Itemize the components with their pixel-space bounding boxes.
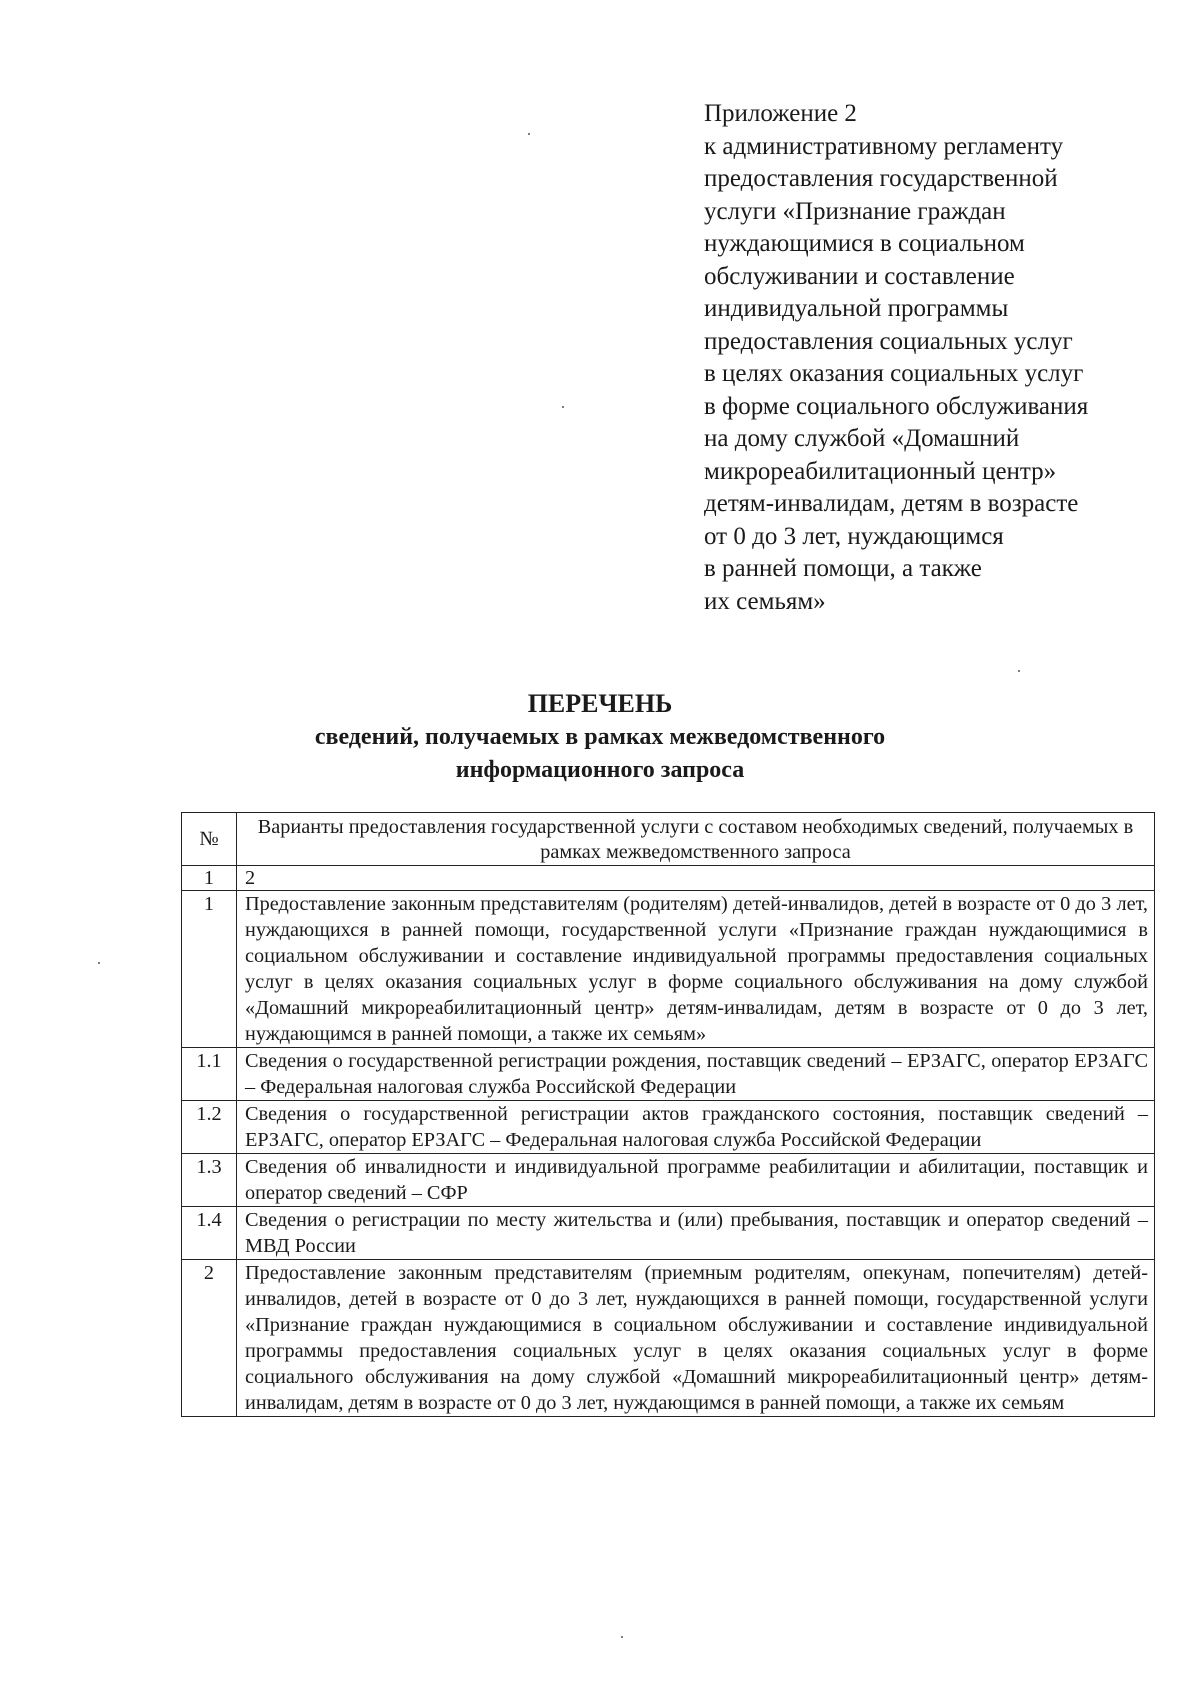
scan-speck [98, 962, 100, 964]
row-number: 1.2 [182, 1101, 237, 1154]
scan-speck [562, 406, 564, 408]
scan-speck [528, 133, 530, 135]
row-text: Сведения о государственной регистрации актов гражданского состояния, поставщик сведений – ЕРЗАГС, оператор ЕРЗАГС – Федеральная налоговая служба Российской Федерации [237, 1101, 1155, 1154]
document-subtitle: информационного запроса [455, 757, 745, 783]
table-row [182, 1048, 1155, 1101]
appendix-line: индивидуальной программы [704, 295, 1009, 322]
scan-speck [621, 1636, 623, 1638]
column-index: 1 [182, 866, 237, 891]
table-row [182, 1154, 1155, 1207]
document-subtitle: сведений, получаемых в рамках межведомственного [314, 724, 886, 750]
information-list-table [181, 812, 1155, 1417]
document-heading [0, 687, 1200, 787]
row-text: Сведения об инвалидности и индивидуальной программе реабилитации и абилитации, поставщик и оператор сведений – СФР [237, 1154, 1155, 1207]
table-header-row [182, 813, 1155, 866]
row-number: 1.4 [182, 1207, 237, 1260]
appendix-line: в форме социального обслуживания [704, 392, 1089, 420]
table-row [182, 1207, 1155, 1260]
scan-speck [1018, 670, 1020, 672]
table-row [182, 1260, 1155, 1417]
table-row [182, 1101, 1155, 1154]
appendix-note [704, 98, 1174, 618]
row-text: Предоставление законным представителям (родителям) детей-инвалидов, детей в возрасте от 0 до 3 лет, нуждающихся в ранней помощи, государственной услуги «Признание граждан нуждающимися в социальном обслуживании и составление индивидуальной программы предоставления социальных услуг в целях оказания социальных услуг в форме социального обслуживания на дому службой «Домашний микрореабилитационный центр» детям-инвалидам, детям в возрасте от 0 до 3 лет, нуждающимся в ранней помощи, а также их семьям» [237, 891, 1155, 1048]
column-index: 2 [237, 866, 1155, 891]
row-number: 1.1 [182, 1048, 237, 1101]
row-number: 1 [182, 891, 237, 1048]
table-row [182, 891, 1155, 1048]
appendix-line: в целях оказания социальных услуг [704, 360, 1084, 387]
appendix-line: услуги «Признание граждан [704, 197, 1006, 225]
header-variants: Варианты предоставления государственной услуги с составом необходимых сведений, получаемых в рамках межведомственного запроса [237, 813, 1155, 866]
appendix-line: микрореабилитационный центр» [704, 457, 1057, 485]
appendix-line: обслуживании и составление [704, 262, 1015, 290]
appendix-line: Приложение 2 [704, 100, 857, 127]
appendix-line: детям-инвалидам, детям в возрасте [704, 490, 1079, 517]
header-number: № [182, 813, 237, 866]
appendix-line: их семьям» [704, 587, 826, 615]
row-text: Предоставление законным представителям (приемным родителям, опекунам, попечителям) детей-инвалидов, детей в возрасте от 0 до 3 лет, нуждающихся в ранней помощи, государственной услуги «Признание граждан нуждающимися в социальном обслуживании и составление индивидуальной программы предоставления социальных услуг в целях оказания социальных услуг в форме социального обслуживания на дому службой «Домашний микрореабилитационный центр» детям-инвалидам, детям в возрасте от 0 до 3 лет, нуждающимся в ранней помощи, а также их семьям [237, 1260, 1155, 1417]
appendix-line: нуждающимися в социальном [704, 230, 1025, 257]
appendix-line: в ранней помощи, а также [704, 555, 982, 582]
appendix-line: предоставления государственной [704, 165, 1058, 192]
row-text: Сведения о регистрации по месту жительства и (или) пребывания, поставщик и оператор сведений – МВД России [237, 1207, 1155, 1260]
column-index-row [182, 866, 1155, 891]
document-title: ПЕРЕЧЕНЬ [527, 689, 673, 718]
appendix-line: на дому службой «Домашний [704, 425, 1020, 452]
row-text: Сведения о государственной регистрации рождения, поставщик сведений – ЕРЗАГС, оператор ЕРЗАГС – Федеральная налоговая служба Российской Федерации [237, 1048, 1155, 1101]
appendix-line: от 0 до 3 лет, нуждающимся [704, 522, 1004, 550]
appendix-line: предоставления социальных услуг [704, 327, 1073, 355]
row-number: 1.3 [182, 1154, 237, 1207]
appendix-line: к административному регламенту [704, 132, 1064, 160]
row-number: 2 [182, 1260, 237, 1417]
